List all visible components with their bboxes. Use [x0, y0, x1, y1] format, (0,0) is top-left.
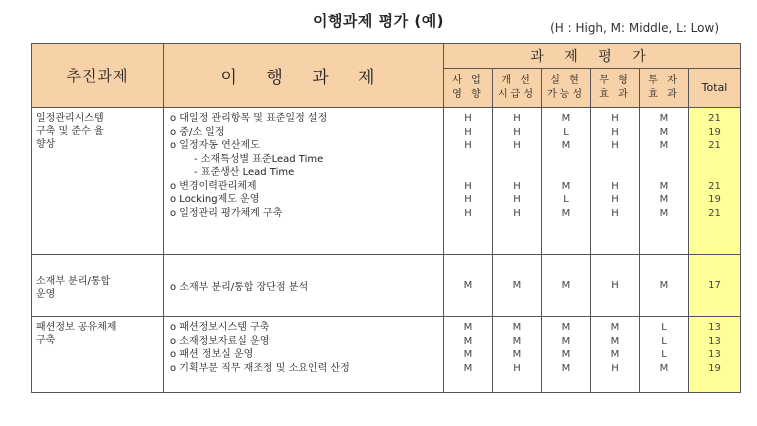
rating-value: M — [659, 194, 669, 205]
task-item: o 패션 정보실 운영 — [170, 349, 254, 360]
rating-value: M — [659, 279, 669, 291]
header-col-label: 개 선 — [501, 75, 533, 86]
task-item: o 패션정보시스템 구축 — [170, 322, 270, 333]
total-value — [689, 166, 740, 180]
header-col-label: Total — [701, 81, 728, 94]
total-value: 19 — [708, 362, 721, 374]
evaluation-table — [31, 43, 741, 393]
task-item: o 일정관리 평가체계 구축 — [170, 207, 283, 219]
rating-cell — [591, 255, 640, 317]
rating-value: M — [561, 349, 571, 360]
header-col-5 — [689, 69, 741, 108]
task-item: o 소재부 분리/통합 장단점 분석 — [170, 281, 309, 293]
total-value: 21 — [708, 180, 721, 192]
header-col-0 — [444, 69, 493, 108]
rating-value: H — [464, 113, 472, 124]
task-item: o Locking제도 운영 — [170, 194, 260, 205]
rating-value: M — [561, 362, 571, 374]
total-cell — [689, 108, 741, 255]
task-cell — [164, 317, 444, 393]
rating-value: M — [512, 335, 522, 347]
rating-value: L — [661, 335, 667, 347]
task-item: - 표준생산 Lead Time — [194, 167, 295, 178]
rating-value: M — [610, 349, 620, 360]
rating-cell — [444, 317, 493, 393]
rating-value: L — [661, 322, 667, 333]
rating-cell — [591, 108, 640, 255]
header-evaluation-group: 과 제 평 가 — [444, 44, 741, 69]
rating-value: M — [512, 349, 522, 360]
rating-value: M — [561, 140, 571, 151]
category-label: 운영 — [36, 288, 56, 300]
rating-value — [542, 153, 590, 167]
rating-value: H — [464, 126, 472, 138]
header-col-1 — [493, 69, 542, 108]
rating-cell — [640, 108, 689, 255]
total-value: 21 — [708, 140, 721, 151]
rating-value: M — [463, 349, 473, 360]
total-cell — [689, 317, 741, 393]
task-cell — [164, 255, 444, 317]
rating-value: M — [659, 207, 669, 219]
rating-value — [444, 153, 492, 167]
category-label: 소재부 분리/통합 — [36, 275, 111, 287]
rating-value: L — [661, 349, 667, 360]
rating-cell — [493, 255, 542, 317]
rating-value — [493, 153, 541, 167]
header-col-label: 사 업 — [452, 75, 484, 86]
category-cell — [32, 317, 164, 393]
rating-value: H — [611, 113, 619, 124]
header-col-label: 효 과 — [599, 89, 631, 100]
rating-value: M — [463, 335, 473, 347]
page-title: 이행과제 평가 (예) — [312, 12, 445, 30]
rating-value — [493, 166, 541, 180]
rating-value: H — [513, 126, 521, 138]
category-label: 패션정보 공유체제 — [36, 322, 117, 333]
category-label: 일정관리시스템 — [36, 113, 104, 124]
rating-value: M — [561, 335, 571, 347]
task-item: - 소재특성별 표준Lead Time — [194, 153, 324, 165]
rating-value: M — [659, 140, 669, 151]
category-cell — [32, 108, 164, 255]
header-col-2 — [542, 69, 591, 108]
rating-value: M — [463, 322, 473, 333]
rating-cell — [493, 108, 542, 255]
rating-value — [591, 153, 639, 167]
total-value: 13 — [708, 335, 721, 347]
rating-cell — [542, 108, 591, 255]
rating-value: H — [464, 140, 472, 151]
task-item: o 소재정보자료실 운영 — [170, 335, 270, 347]
rating-value: M — [561, 322, 571, 333]
header-col-3 — [591, 69, 640, 108]
rating-cell — [444, 108, 493, 255]
rating-cell — [591, 317, 640, 393]
header-category: 추진과제 — [32, 44, 164, 108]
rating-value: H — [513, 140, 521, 151]
total-value: 19 — [708, 194, 721, 205]
rating-value: H — [611, 180, 619, 192]
rating-cell — [640, 255, 689, 317]
rating-value — [542, 166, 590, 180]
header-col-label: 시급성 — [498, 89, 536, 100]
header-task: 이 행 과 제 — [164, 44, 444, 108]
rating-value: M — [659, 113, 669, 124]
table-row — [32, 108, 741, 255]
task-item: o 대일정 관리항목 및 표준일정 설정 — [170, 113, 328, 124]
rating-value: H — [513, 113, 521, 124]
rating-value: L — [563, 126, 569, 138]
rating-value — [640, 153, 688, 167]
total-cell — [689, 255, 741, 317]
rating-value: H — [513, 194, 521, 205]
category-label: 향상 — [36, 139, 56, 150]
category-label: 구축 및 준수 율 — [36, 126, 104, 137]
rating-value: H — [513, 207, 521, 219]
rating-value: M — [561, 180, 571, 192]
rating-value: M — [610, 335, 620, 347]
rating-value: M — [512, 279, 522, 291]
task-item: o 변경이력관리체제 — [170, 180, 257, 192]
category-label: 구축 — [36, 335, 56, 346]
rating-value: M — [659, 126, 669, 138]
rating-cell — [493, 317, 542, 393]
header-col-label: 투 자 — [648, 75, 680, 86]
rating-value: L — [563, 194, 569, 205]
header-col-label: 실 현 — [550, 75, 582, 86]
total-value: 21 — [708, 207, 721, 219]
rating-value: M — [512, 322, 522, 333]
rating-value: M — [610, 322, 620, 333]
rating-value: M — [561, 207, 571, 219]
header-col-label: 가능성 — [547, 89, 585, 100]
task-item: o 중/소 일정 — [170, 126, 225, 138]
rating-value: H — [611, 194, 619, 205]
task-item: o 일정자동 연산제도 — [170, 140, 260, 151]
total-value: 17 — [708, 279, 721, 291]
rating-cell — [640, 317, 689, 393]
total-value — [689, 153, 740, 167]
rating-value — [591, 166, 639, 180]
rating-value: M — [463, 279, 473, 291]
rating-value: H — [513, 180, 521, 192]
rating-cell — [542, 255, 591, 317]
total-value: 19 — [708, 126, 721, 138]
rating-value: M — [659, 180, 669, 192]
rating-value: H — [464, 180, 472, 192]
rating-value: H — [513, 362, 521, 374]
rating-value: H — [464, 207, 472, 219]
rating-value: M — [561, 279, 571, 291]
rating-value — [640, 166, 688, 180]
rating-value — [444, 166, 492, 180]
header-col-label: 무 형 — [599, 75, 631, 86]
task-item: o 기획부문 직무 재조정 및 소요인력 산정 — [170, 362, 350, 374]
rating-legend: (H : High, M: Middle, L: Low) — [550, 21, 719, 35]
rating-value: M — [561, 113, 571, 124]
header-col-label: 영 향 — [452, 89, 484, 100]
table-row — [32, 255, 741, 317]
rating-cell — [444, 255, 493, 317]
rating-value: H — [611, 207, 619, 219]
header-col-4 — [640, 69, 689, 108]
table-row — [32, 317, 741, 393]
total-value: 13 — [708, 349, 721, 360]
category-cell — [32, 255, 164, 317]
rating-value: H — [464, 194, 472, 205]
rating-value: H — [611, 279, 619, 291]
rating-value: H — [611, 362, 619, 374]
rating-value: M — [463, 362, 473, 374]
header-col-label: 효 과 — [648, 89, 680, 100]
total-value: 21 — [708, 113, 721, 124]
task-cell — [164, 108, 444, 255]
rating-value: H — [611, 140, 619, 151]
rating-cell — [542, 317, 591, 393]
total-value: 13 — [708, 322, 721, 333]
rating-value: H — [611, 126, 619, 138]
rating-value: M — [659, 362, 669, 374]
